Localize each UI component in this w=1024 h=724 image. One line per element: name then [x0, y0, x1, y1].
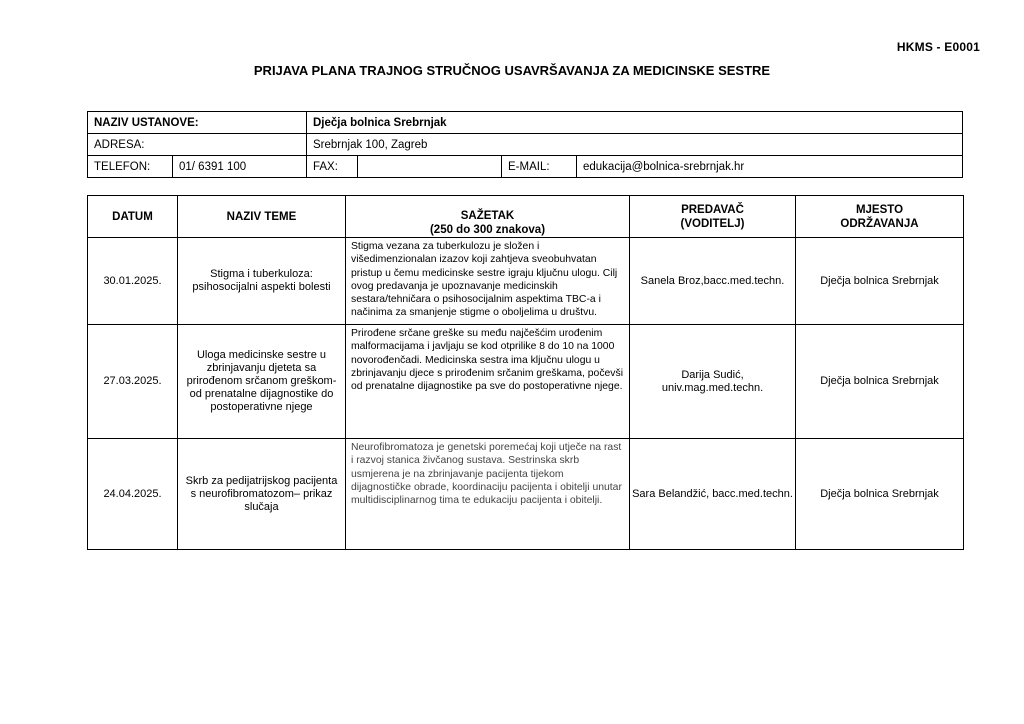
- address-value: Srebrnjak 100, Zagreb: [307, 134, 963, 156]
- header-location-line1: MJESTO: [855, 203, 904, 216]
- row-date: 30.01.2025.: [88, 238, 178, 325]
- row-lecturer: Sara Belandžić, bacc.med.techn.: [630, 439, 796, 550]
- contact-row: [88, 156, 963, 178]
- row-location: Dječja bolnica Srebrnjak: [796, 439, 964, 550]
- row-topic: Uloga medicinske sestre u zbrinjavanju djeteta sa prirođenom srčanom greškom-od prenatalne dijagnostike do postoperativne njege: [178, 325, 346, 439]
- row-lecturer: Darija Sudić, univ.mag.med.techn.: [630, 325, 796, 439]
- header-date: DATUM: [88, 196, 178, 238]
- table-row: [88, 238, 964, 325]
- email-value: edukacija@bolnica-srebrnjak.hr: [577, 156, 963, 178]
- row-topic: Stigma i tuberkuloza: psihosocijalni aspekti bolesti: [178, 238, 346, 325]
- fax-value: [358, 156, 502, 178]
- header-topic: NAZIV TEME: [178, 196, 346, 238]
- row-date: 27.03.2025.: [88, 325, 178, 439]
- row-location: Dječja bolnica Srebrnjak: [796, 238, 964, 325]
- row-location: Dječja bolnica Srebrnjak: [796, 325, 964, 439]
- email-label: E-MAIL:: [502, 156, 577, 178]
- phone-label: TELEFON:: [88, 156, 173, 178]
- document-code: HKMS - E0001: [896, 40, 980, 54]
- table-row: [88, 325, 964, 439]
- header-lecturer-title: PREDAVAČ: [681, 203, 744, 216]
- row-date: 24.04.2025.: [88, 439, 178, 550]
- table-row: [88, 439, 964, 550]
- header-location-line2: ODRŽAVANJA: [840, 217, 919, 230]
- institution-name-value: Dječja bolnica Srebrnjak: [307, 112, 963, 134]
- row-summary: Stigma vezana za tuberkulozu je složen i višedimenzionalan izazov koji zahtjeva sveobuhvatan pristup u čemu medicinske sestre igraju ključnu ulogu. Cilj ovog predavanja je upoznavanje medicinskih sestara/tehničara o psihosocijalnim aspektima TBC-a i načinima za smanjenje stigme o oboljelima u društvu.: [346, 238, 630, 325]
- header-summary-title: SAŽETAK: [460, 209, 515, 222]
- institution-name-label: NAZIV USTANOVE:: [88, 112, 307, 134]
- address-label: ADRESA:: [88, 134, 307, 156]
- row-summary: Prirođene srčane greške su među najčešćim urođenim malformacijama i javljaju se kod otprilike 8 do 10 na 1000 novorođenčadi. Medicinska sestra ima ključnu ulogu u zbrinjavanju djece s prirođenim srčanim greškama, počevši od prenatalne dijagnostike pa sve do postoperativne njege.: [346, 325, 630, 439]
- row-lecturer: Sanela Broz,bacc.med.techn.: [630, 238, 796, 325]
- header-location: [796, 196, 964, 238]
- institution-table: [87, 111, 963, 178]
- header-lecturer-role: (VODITELJ): [680, 217, 745, 230]
- institution-name-row: [88, 112, 963, 134]
- row-topic: Skrb za pedijatrijskog pacijenta s neurofibromatozom– prikaz slučaja: [178, 439, 346, 550]
- row-summary: Neurofibromatoza je genetski poremećaj koji utječe na rast i razvoj stanica živčanog sustava. Sestrinska skrb usmjerena je na zbrinjavanje pacijenta tijekom dijagnostičke obrade, koordinaciju pacijenta i obitelji unutar multidisciplinarnog tima te edukaciju pacijenta i obitelji.: [346, 439, 630, 550]
- fax-label: FAX:: [307, 156, 358, 178]
- phone-value: 01/ 6391 100: [173, 156, 307, 178]
- address-row: [88, 134, 963, 156]
- header-lecturer: [630, 196, 796, 238]
- schedule-header-row: [88, 196, 964, 238]
- header-summary-limit: (250 do 300 znakova): [429, 223, 546, 236]
- header-summary: [346, 196, 630, 238]
- schedule-table: [87, 195, 964, 550]
- document-title: PRIJAVA PLANA TRAJNOG STRUČNOG USAVRŠAVANJA ZA MEDICINSKE SESTRE: [253, 63, 771, 78]
